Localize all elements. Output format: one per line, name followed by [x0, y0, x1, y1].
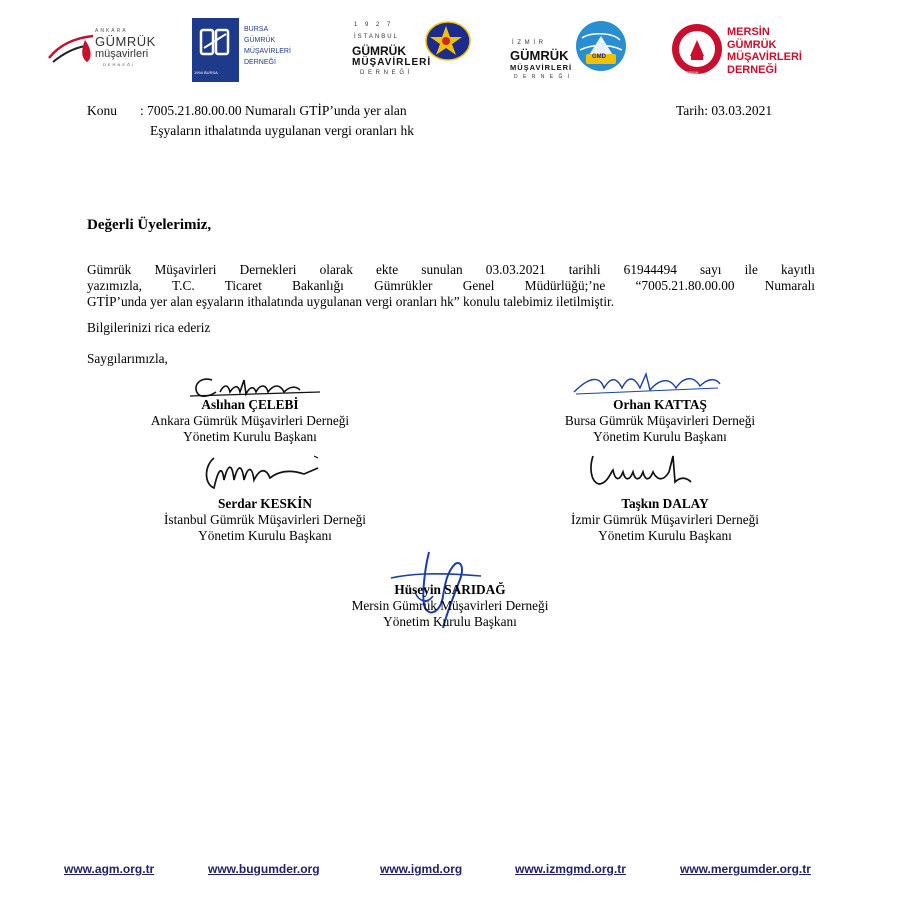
bursa-line3: MÜŞAVİRLERİ [244, 48, 291, 55]
signatory-5-role: Yönetim Kurulu Başkanı [383, 614, 517, 629]
izmir-badge: GMD [592, 54, 606, 60]
signatory-4 [500, 496, 830, 544]
mersin-seal-text: MERSİN [683, 70, 699, 75]
signatory-1-name: Aslıhan ÇELEBİ [201, 397, 299, 412]
mersin-line2: GÜMRÜK [727, 38, 777, 51]
bursa-line1: BURSA [244, 26, 269, 33]
subject-line2: Eşyaların ithalatında uygulanan vergi oranları hk [150, 123, 415, 138]
body-paragraph-1-line2: yazımızla, T.C. Ticaret Bakanlığı Gümrükler Genel Müdürlüğü;’ne “7005.21.80.00.00 Numaralı [87, 278, 815, 293]
footer-links [60, 862, 850, 882]
bursa-emblem-icon [192, 18, 239, 70]
bursa-logo [192, 18, 292, 82]
mersin-text [727, 26, 802, 76]
date-text: Tarih: 03.03.2021 [676, 103, 773, 118]
logo-bar [0, 0, 900, 95]
bursa-sub: 1994 BURSA [194, 70, 218, 75]
greeting: Değerli Üyelerimiz, [87, 217, 212, 233]
signatory-4-name: Taşkın DALAY [621, 496, 709, 511]
signatory-4-role: Yönetim Kurulu Başkanı [598, 528, 732, 543]
footer-link-agm[interactable]: www.agm.org.tr [64, 862, 155, 876]
signatory-1-role: Yönetim Kurulu Başkanı [183, 429, 317, 444]
bursa-line2: GÜMRÜK [244, 37, 276, 44]
mersin-logo [670, 18, 810, 84]
mersin-line1: MERSİN [727, 26, 770, 38]
izmir-globe-icon [568, 18, 634, 78]
ankara-logo [45, 22, 165, 77]
izmir-line3: D E R N E Ğ İ [514, 74, 572, 80]
istanbul-logo [350, 20, 475, 80]
subject-label: Konu [87, 103, 117, 118]
signatory-5-org: Mersin Gümrük Müşavirleri Derneği [351, 598, 549, 613]
izmir-line1: GÜMRÜK [510, 48, 569, 63]
bursa-line4: DERNEĞİ [244, 59, 276, 66]
footer-link-igmd[interactable]: www.igmd.org [380, 862, 463, 876]
istanbul-year: 1 9 2 7 [354, 22, 394, 28]
signatory-1-org: Ankara Gümrük Müşavirleri Derneği [150, 413, 350, 428]
body-paragraph-2: Bilgilerinizi rica ederiz [87, 320, 211, 335]
signatory-3 [100, 496, 430, 544]
signatory-2-org: Bursa Gümrük Müşavirleri Derneği [564, 413, 756, 428]
body-paragraph-1 [87, 262, 815, 310]
mersin-line4: DERNEĞİ [727, 63, 778, 76]
signatory-5 [300, 582, 600, 630]
footer-link-bugumder[interactable]: www.bugumder.org [208, 862, 320, 876]
mersin-line3: MÜŞAVİRLERİ [727, 51, 802, 63]
signatory-4-org: İzmir Gümrük Müşavirleri Derneği [571, 512, 759, 527]
signatory-2-name: Orhan KATTAŞ [613, 397, 707, 412]
body-paragraph-1-line3: GTİP’unda yer alan eşyaların ithalatında uygulanan vergi oranları hk” konulu talebimiz iletilmiştir. [87, 294, 615, 309]
signatory-3-role: Yönetim Kurulu Başkanı [198, 528, 332, 543]
ankara-line2: GÜMRÜK [95, 34, 156, 49]
signature-4-icon [585, 452, 695, 494]
istanbul-star-globe-icon [420, 20, 472, 62]
closing: Saygılarımızla, [87, 351, 168, 366]
body-paragraph-1-line1: Gümrük Müşavirleri Dernekleri olarak ekte sunulan 03.03.2021 tarihli 61944494 sayı ile kayıtlı [87, 262, 815, 277]
izmir-logo [510, 18, 635, 84]
signatory-3-name: Serdar KESKİN [218, 496, 312, 511]
signatory-2 [510, 397, 810, 445]
signatory-1 [100, 397, 400, 445]
signatory-3-org: İstanbul Gümrük Müşavirleri Derneği [164, 512, 366, 527]
istanbul-line1: GÜMRÜK [352, 44, 406, 58]
izmir-city: İ Z M İ R [512, 40, 544, 46]
istanbul-city: İSTANBUL [354, 34, 399, 40]
ankara-line1: ANKARA [95, 28, 128, 34]
ankara-line4: DERNEĞİ [103, 62, 136, 67]
signature-2-icon [570, 370, 725, 398]
signatory-5-name: Hüseyin SARIDAĞ [394, 582, 506, 597]
bursa-logo-block [192, 18, 239, 82]
ankara-line3: müşavirleri [95, 48, 149, 60]
istanbul-line3: D E R N E Ğ İ [360, 70, 411, 76]
subject-line1: : 7005.21.80.00.00 Numaralı GTİP’unda yer alan [140, 103, 407, 118]
istanbul-line2: MÜŞAVİRLERİ [352, 57, 432, 68]
footer-link-izmgmd[interactable]: www.izmgmd.org.tr [515, 862, 626, 876]
footer-link-mergumder[interactable]: www.mergumder.org.tr [680, 862, 811, 876]
signature-3-icon [200, 450, 325, 496]
signatory-2-role: Yönetim Kurulu Başkanı [593, 429, 727, 444]
izmir-line2: MÜŞAVİRLERİ [510, 63, 573, 72]
bursa-text [244, 24, 291, 68]
